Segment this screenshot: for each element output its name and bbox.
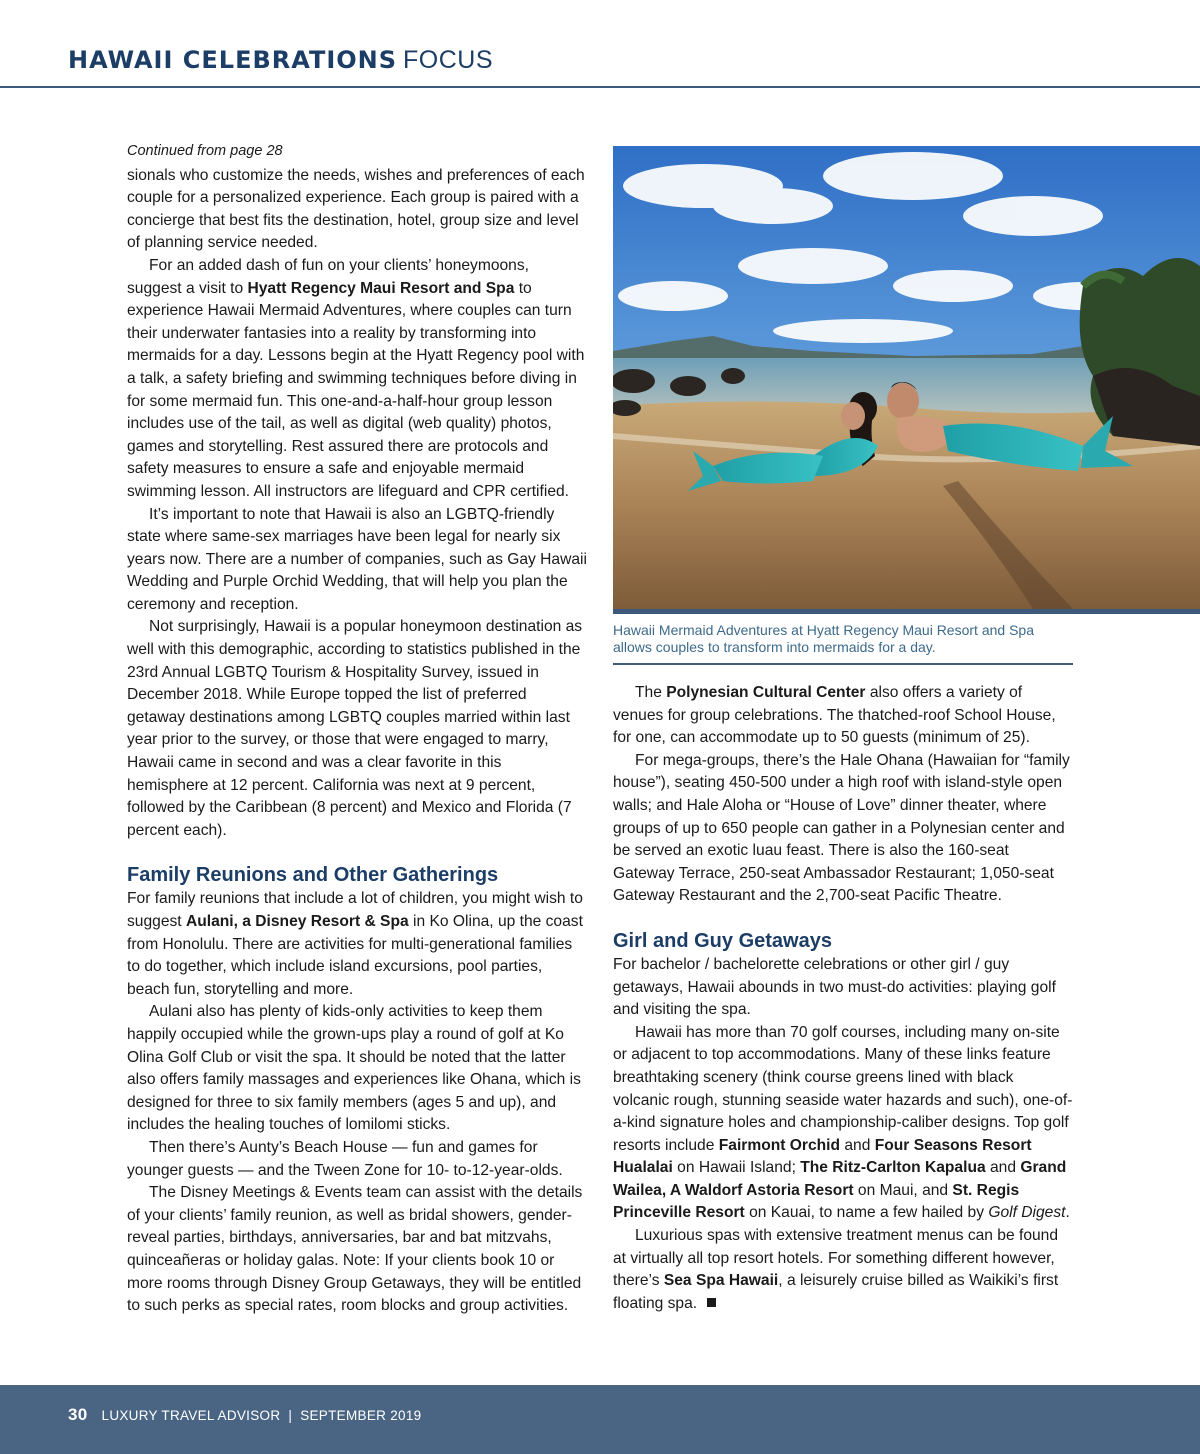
resort-name: Fairmont Orchid [718,1136,841,1154]
end-of-article-square-icon [707,1298,716,1307]
photo-underline-bar [613,609,1200,614]
paragraph: For bachelor / bachelorette celebrations or other girl / guy getaways, Hawaii abounds in two must-do activities: playing golf and visiting the spa. [613,955,1056,1019]
paragraph: The Polynesian Cultural Center also offers a variety of venues for group celebrations. The thatched-roof School House, for one, can accommodate up to 50 guests (minimum of 25). [613,684,1056,747]
venue-name: Polynesian Cultural Center [666,684,866,701]
resort-name: Aulani, a Disney Resort & Spa [185,913,409,930]
mermaid-beach-photo [613,146,1200,609]
section-title-light: FOCUS [403,46,494,74]
section-heading: Family Reunions and Other Gatherings [127,864,499,887]
paragraph: Aulani also has plenty of kids-only activities to keep them happily occupied while the grown-ups play a round of golf at Ko Olina Golf Club or visit the spa. It should be noted that the latter also offers family massages and experiences like Ohana, which is designed for three to six family members (ages 5 and up), and includes the healing touches of lomilomi sticks. [127,1003,581,1134]
publication-title: LUXURY TRAVEL ADVISOR [101,1408,281,1423]
continued-note: Continued from page 28 [127,143,283,159]
resort-name: Grand Wailea, A Waldorf Astoria Resort [613,1159,1067,1199]
caption-divider [613,663,1073,665]
paragraph: Not surprisingly, Hawaii is a popular honeymoon destination as well with this demographic, according to statistics published in the 23rd Annual LGBTQ Tourism & Hospitality Survey, issued in December 2018. While Europe topped the list of preferred getaway destinations among LGBTQ couples married within last year prior to the survey, or those that were engaged to marry, Hawaii came in second and was a clear favorite in this hemisphere at 12 percent. California was next at 9 percent, followed by the Caribbean (8 percent) and Mexico and Florida (7 percent each). [127,618,583,839]
paragraph: Luxurious spas with extensive treatment menus can be found at virtually all top resort hotels. For something different however, there’s Sea Spa Hawaii, a leisurely cruise billed as Waikiki’s first floating spa. [613,1227,1059,1312]
page-header [0,0,1200,88]
spa-name: Sea Spa Hawaii [663,1272,779,1290]
issue-date: SEPTEMBER 2019 [300,1408,422,1423]
right-column [613,682,1073,1315]
left-column [127,140,587,1318]
paragraph: Then there’s Aunty’s Beach House — fun and games for younger guests — and the Tween Zone for 10- to-12-year-olds. [127,1138,563,1179]
section-title-bold: HAWAII CELEBRATIONS [68,46,398,74]
paragraph: For an added dash of fun on your clients’ honeymoons, suggest a visit to Hyatt Regency Maui Resort and Spa to experience Hawaii Mermaid Adventures, where couples can turn their underwater fantasies into a reality by transforming into mermaids for a day. Lessons begin at the Hyatt Regency pool with a talk, a safety briefing and swimming techniques before diving in for some mermaid fun. This one-and-a-half-hour group lesson includes use of the tail, as well as digital (web quality) photos, games and storytelling. Rest assured there are protocols and safety measures to ensure a safe and enjoyable mermaid swimming lesson. All instructors are lifeguard and CPR certified. [127,256,585,500]
publication-name: Golf Digest [988,1204,1066,1222]
resort-name: The Ritz-Carlton Kapalua [800,1159,986,1177]
page-number: 30 [68,1405,88,1424]
paragraph: Hawaii has more than 70 golf courses, including many on-site or adjacent to top accommodations. Many of these links feature breathtaking scenery (think course greens lined with black volcanic rough, stunning seaside water hazards and such), one-of-a-kind signature holes and championship-caliber designs. Top golf resorts include Fairmont Orchid and Four Seasons Resort Hualalai on Hawaii Island; The Ritz-Carlton Kapalua and Grand Wailea, A Waldorf Astoria Resort on Maui, and St. Regis Princeville Resort on Kauai, to name a few hailed by Golf Digest. [613,1023,1073,1222]
paragraph: sionals who customize the needs, wishes and preferences of each couple for a personalized experience. Each group is paired with a concierge that best fits the destination, hotel, group size and level of planning service needed. [127,166,585,252]
footer-folio [68,1405,421,1425]
page-footer [0,1385,1200,1454]
resort-name: Four Seasons Resort Hualalai [613,1136,1032,1177]
section-heading: Girl and Guy Getaways [613,929,832,952]
paragraph: It’s important to note that Hawaii is also an LGBTQ-friendly state where same-sex marriages have been legal for nearly six years now. There are a number of companies, such as Gay Hawaii Wedding and Purple Orchid Wedding, that will help you plan the ceremony and reception. [127,505,587,613]
photo-caption: Hawaii Mermaid Adventures at Hyatt Regency Maui Resort and Spa allows couples to transform into mermaids for a day. [613,622,1034,655]
paragraph: For mega-groups, there’s the Hale Ohana (Hawaiian for “family house”), seating 450-500 under a high roof with island-style open walls; and Hale Aloha or “House of Love” dinner theater, where groups of up to 650 people can gather in a Polynesian center and be served an exotic luau feast. There is also the 160-seat Gateway Terrace, 250-seat Ambassador Restaurant; 1,050-seat Gateway Restaurant and the 2,700-seat Pacific Theatre. [613,751,1070,905]
section-title [68,46,493,75]
paragraph: For family reunions that include a lot of children, you might wish to suggest Aulani, a Disney Resort & Spa in Ko Olina, up the coast from Honolulu. There are activities for multi-generational families to do together, which include island excursions, pool parties, beach fun, storytelling and more. [127,890,583,998]
resort-name: Hyatt Regency Maui Resort and Spa [247,279,515,297]
folio-separator: | [288,1408,293,1423]
photo-illustration [613,146,1200,609]
resort-name: St. Regis Princeville Resort [613,1181,1020,1222]
paragraph: The Disney Meetings & Events team can assist with the details of your clients’ family reunion, as well as bridal showers, gender-reveal parties, birthdays, anniversaries, bar and bat mitzvahs, quinceañeras or holiday galas. Note: If your clients book 10 or more rooms through Disney Group Getaways, they will be entitled to such perks as special rates, room blocks and group activities. [127,1184,583,1315]
